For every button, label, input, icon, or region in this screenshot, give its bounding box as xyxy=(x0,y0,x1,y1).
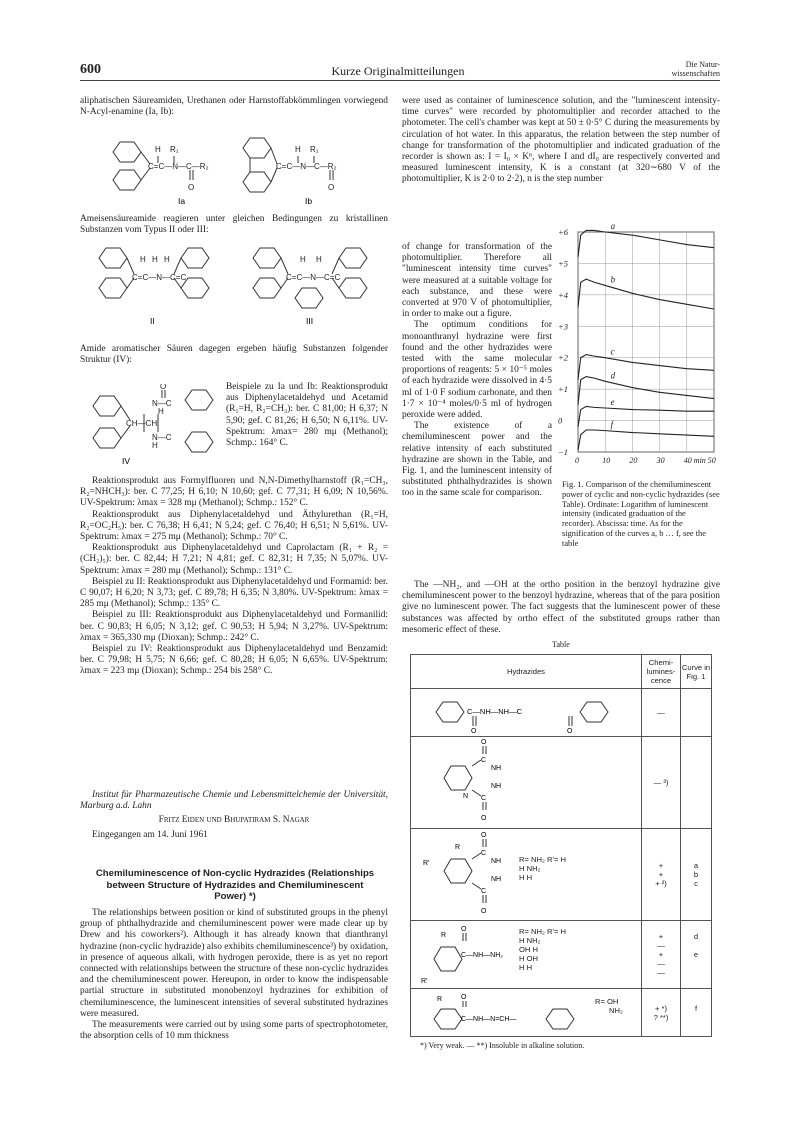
y-tick-label: +3 xyxy=(558,321,568,332)
figure-caption: Fig. 1. Comparison of the chemiluminescent power of cyclic and non-cyclic hydrazides (see Table). Ordinate: Logarithm of luminescent intensity (indicated graduation of the recorder). Abscissa: time. As for the signification of the curves a, b … f, see the table xyxy=(562,480,720,548)
right-top-text: were used as container of luminescence solution, and the "luminescent intensity-time curves" were recorded by photomultiplier and recorder attached to the photometer. The cell's chamber was kept at 50 ± 0·5° C during the measurements by circulation of hot water. In this apparatus, the relation between the step number of change for transformation of the photomultiplier and indicated graduation of the recorder is shown as: I = I₀ × Kⁿ, where I and dI₀ are respectively converted and measured luminescent intensity, K is a constant (at 320∼680 V of the photomultiplier, K is 2·0 to 2·2), n is the step number xyxy=(402,96,720,185)
svg-text:H: H xyxy=(316,255,322,264)
row3-curve-2: b xyxy=(693,870,699,879)
x-tick-label: 10 xyxy=(602,456,611,465)
row2-chemi: — ³) xyxy=(642,737,681,829)
series-label-c: c xyxy=(610,346,615,357)
row4-curve-spacer xyxy=(681,968,711,977)
svg-text:N—C: N—C xyxy=(152,433,172,442)
intro-paragraph xyxy=(80,96,388,118)
structure-cell xyxy=(411,689,642,737)
svg-text:O: O xyxy=(188,183,195,192)
row5-curve xyxy=(681,989,712,1037)
text-II-III: Ameisensäureamide reagieren unter gleichen Bedingungen zu kristallinen Substanzen vom Typus II oder III: xyxy=(80,214,388,236)
example-6: Beispiel zu III: Reaktionsprodukt aus Diphenylacetaldehyd und Formanilid: ber. C 90,83; H 6,05; N 3,12; gef. C 90,53; H 5,94; N 3,27%. UV-Spektrum: λmax = 365,330 mμ (Dioxan); Schmp.: 242° C. xyxy=(80,610,388,643)
row5-chemi-1: + *) xyxy=(655,1003,668,1013)
svg-text:O: O xyxy=(481,814,487,822)
label-II: II xyxy=(150,316,155,326)
row4-substituents xyxy=(519,927,566,972)
row3-chemi-3: + ²) xyxy=(655,879,667,888)
row4-chemi-5: — xyxy=(657,968,665,977)
examples-block xyxy=(80,476,388,678)
row4-chemi-1: + xyxy=(658,932,664,941)
svg-text:C—NH—N=CH—: C—NH—N=CH— xyxy=(461,1015,517,1023)
col-hydrazides: Hydrazides xyxy=(411,655,642,689)
svg-text:R′: R′ xyxy=(421,977,428,985)
phthalhydrazide-structure xyxy=(411,831,521,919)
svg-text:C—NH—NH—C: C—NH—NH—C xyxy=(467,706,522,716)
table-row xyxy=(411,829,712,921)
svg-text:C: C xyxy=(481,887,487,895)
series-line-f xyxy=(578,430,714,450)
row3-curve-1: a xyxy=(693,861,699,870)
example-Ia-Ib xyxy=(226,382,388,449)
row4-curve-1: d xyxy=(693,932,699,941)
svg-text:H: H xyxy=(158,407,164,416)
article-paragraph-2: The measurements were carried out by using some parts of spectrophotometer, the absorption cells of 10 mm thickness xyxy=(80,1020,388,1042)
svg-text:H: H xyxy=(152,255,158,264)
row5-chemi-2: ? **) xyxy=(653,1012,669,1022)
row5-sub-1: R= OH xyxy=(595,996,619,1006)
row4-sub-5: H H xyxy=(519,962,533,972)
row1-chemi: — xyxy=(642,689,681,737)
row3-sub-2: H NH₂ xyxy=(519,863,541,873)
svg-text:O: O xyxy=(328,183,335,192)
row4-curve-3: e xyxy=(693,950,699,959)
table-row xyxy=(411,989,712,1037)
structure-IV xyxy=(82,384,222,468)
svg-text:N: N xyxy=(463,792,469,800)
table-title: Table xyxy=(552,640,570,649)
authors: Fritz Eiden und Bhupatiram S. Nagar xyxy=(158,815,310,826)
hydrazide-table xyxy=(410,654,712,1050)
row3-curve xyxy=(681,829,712,921)
series-label-a: a xyxy=(610,224,616,231)
label-III: III xyxy=(306,316,314,326)
text-IV: Amide aromatischer Säuren dagegen ergeben häufig Substanzen folgender Struktur (IV): xyxy=(80,344,388,366)
structures-II-III xyxy=(88,240,378,326)
benzylidene-hydrazide-structure xyxy=(411,991,591,1035)
x-tick-label: 0 xyxy=(575,456,579,465)
example-3: Reaktionsprodukt aus Diphenylacetaldehyd und Äthylurethan (R₁=H, R₂=OC₂H₅): ber. C 76,38; H 6,41; N 5,24; gef. C 76,40; H 6,51; N 5,61%. UV-Spektrum: λmax = 275 mμ (Methanol); Schmp.: 70° C. xyxy=(80,509,388,543)
signature-block xyxy=(80,790,388,841)
plot-frame xyxy=(578,232,714,452)
row4-curve-spacer xyxy=(681,941,711,950)
series-label-e: e xyxy=(610,397,615,407)
svg-text:R₁: R₁ xyxy=(170,145,179,154)
row4-curve-spacer xyxy=(681,959,711,968)
intro-text: aliphatischen Säureamiden, Urethanen oder Harnstoffabkömmlingen vorwiegend N-Acyl-enamine (Ia, Ib): xyxy=(80,96,388,118)
right-top-paragraph xyxy=(402,96,720,186)
row4-chemi-4: — xyxy=(657,959,665,968)
svg-text:O: O xyxy=(567,727,573,734)
svg-text:R: R xyxy=(455,843,461,851)
svg-text:O: O xyxy=(471,727,477,734)
label-IV: IV xyxy=(122,456,131,466)
row1-curve xyxy=(681,689,712,737)
x-tick-label: 20 xyxy=(629,456,638,465)
table-row xyxy=(411,689,712,737)
series-label-f: f xyxy=(610,419,614,430)
example-1: Beispiele zu Ia und Ib: Reaktionsprodukt aus Diphenylacetaldehyd und Acetamid (R₁=H, R₂=CH₃): ber. C 81,00; H 6,37; N 5,90; gef. C 81,26; H 6,50; N 6,11%. UV-Spektrum: λmax= 280 mμ (Methanol); Schmp.: 164° C. xyxy=(226,382,388,449)
structure-cell xyxy=(411,921,642,989)
x-tick-label: 30 xyxy=(656,456,665,465)
example-5: Beispiel zu II: Reaktionsprodukt aus Diphenylacetaldehyd und Formamid: ber. C 90,07; H 6,20; N 3,73; gef. C 89,78; H 6,35; N 3,80%. UV-Spektrum: λmax = 285 mμ (Methanol); Schmp.: 135° C. xyxy=(80,576,388,610)
svg-text:C=C—N—C—R₂: C=C—N—C—R₂ xyxy=(148,162,209,171)
col-chemiluminescence: Chemi-lumines-cence xyxy=(642,655,681,689)
series-line-a xyxy=(578,230,714,257)
svg-text:C: C xyxy=(481,849,487,857)
running-title: Kurze Originalmitteilungen xyxy=(331,64,465,78)
row5-chemi xyxy=(642,989,681,1037)
series-line-b xyxy=(578,279,714,309)
paragraph-IV xyxy=(80,344,388,366)
row3-sub-3: H H xyxy=(519,872,533,882)
svg-text:H: H xyxy=(140,255,146,264)
svg-text:C: C xyxy=(481,756,487,764)
svg-text:C—NH—NH₂: C—NH—NH₂ xyxy=(461,951,503,959)
structure-cell xyxy=(411,737,642,829)
ortho-text: The —NH₂, and —OH at the ortho position in the benzoyl hydrazine give chemiluminescent power to the benzoyl hydrazine, whereas that of the para position give no luminescent power. The fact suggests that the luminescent power of these substances was affected by ortho effect of the substituted groups rather than mesomeric effect of these. xyxy=(402,580,720,635)
row3-chemi-1: + xyxy=(658,861,664,870)
example-2: Reaktionsprodukt aus Formylfluoren und N,N-Dimethylharnstoff (R₁=CH₃, R₂=NHCH₃): ber. C 77,25; H 6,10; N 10,60; gef. C 77,31; H 6,09; N 10,56%. UV-Spektrum: λmax = 328 mμ (Methanol); Schmp.: 152° C. xyxy=(80,476,388,509)
svg-text:O: O xyxy=(481,738,487,746)
institute: Institut für Pharmazeutische Chemie und Lebensmittelchemie der Universität, Marburg a.d. Lahn xyxy=(80,790,388,812)
svg-text:N—C: N—C xyxy=(152,399,172,408)
article-title: Chemiluminescence of Non-cyclic Hydrazides (Relationships between Structure of Hydrazides and Chemiluminescent Power) *) xyxy=(95,868,375,902)
series-line-c xyxy=(578,355,714,380)
row5-sub-2: NH₂ xyxy=(609,1005,623,1015)
wrap-text-1: of change for transformation of the photomultiplier. Therefore all "luminescent intensity time curves" were measured at a suitable voltage for each substance, and these were converted at 970 V of photomultiplier, in order to make out a figure. xyxy=(402,242,552,320)
y-tick-label: +5 xyxy=(558,258,568,269)
svg-text:O: O xyxy=(160,384,167,391)
series-line-d xyxy=(578,377,714,405)
page-number: 600 xyxy=(80,62,101,77)
svg-text:CH—CH: CH—CH xyxy=(126,419,158,428)
structure-cell xyxy=(411,989,642,1037)
y-tick-label: +1 xyxy=(558,384,568,395)
journal-line1: Die Natur- xyxy=(685,60,720,69)
row4-curve xyxy=(681,921,712,989)
svg-text:C=C—N—C—R₂: C=C—N—C—R₂ xyxy=(276,162,337,171)
svg-text:NH: NH xyxy=(491,764,502,772)
wrap-text-2: The optimum conditions for monoanthranyl hydrazine were first found and the other hydrazides were tested with the same molecular proportions of reagents: 5 × 10⁻⁵ moles of each hydrazide were dissolved in 4·5 ml of 1·0 F sodium carbonate, and then 1·7 × 10⁻⁴ moles/0·5 ml of hydrogen peroxide were added. xyxy=(402,320,552,421)
example-7: Beispiel zu IV: Reaktionsprodukt aus Diphenylacetaldehyd und Benzamid: ber. C 79,98; H 5,75; N 6,66; gef. C 80,28; H 6,05; N 6,65%. UV-Spektrum: λmax = 223 mμ (Dioxan); Schmp.: 254 bis 258° C. xyxy=(80,644,388,677)
y-tick-label: +4 xyxy=(558,289,568,300)
benzoyl-hydrazine-structure xyxy=(411,923,531,987)
svg-text:NH: NH xyxy=(491,782,502,790)
row4-chemi xyxy=(642,921,681,989)
series-label-d: d xyxy=(610,370,616,381)
figure-1-chart xyxy=(556,224,720,480)
svg-text:R₁: R₁ xyxy=(310,145,319,154)
table-footnote: *) Very weak. — **) Insoluble in alkaline solution. xyxy=(420,1041,585,1050)
example-4: Reaktionsprodukt aus Diphenylacetaldehyd und Caprolactam (R₁ + R₂ = (CH₂)₅): ber. C 82,44; H 7,21; N 4,81; gef. C 82,31; H 7,35; N 5,07%. UV-Spektrum: λmax = 280 mμ (Methanol); Schmp.: 131° C. xyxy=(80,543,388,576)
x-tick-label: 40 min 50 xyxy=(683,456,716,465)
svg-text:R: R xyxy=(437,995,443,1003)
svg-text:H: H xyxy=(295,145,301,154)
svg-text:H: H xyxy=(300,255,306,264)
table-row xyxy=(411,921,712,989)
row4-sub-1: R= NH₂ R′= H xyxy=(519,926,566,936)
svg-text:H: H xyxy=(152,441,158,450)
svg-text:O: O xyxy=(481,907,487,915)
svg-text:C=C—N—C=C: C=C—N—C=C xyxy=(286,273,341,282)
journal-line2: wissenschaften xyxy=(671,69,720,78)
svg-text:R: R xyxy=(441,931,447,939)
ortho-paragraph xyxy=(402,580,720,636)
svg-text:R′: R′ xyxy=(423,859,430,867)
svg-text:NH: NH xyxy=(491,875,502,883)
col-curve: Curve in Fig. 1 xyxy=(681,655,712,689)
svg-text:NH: NH xyxy=(491,857,502,865)
label-Ia: Ia xyxy=(178,196,186,206)
svg-text:H: H xyxy=(164,255,170,264)
series-label-b: b xyxy=(610,274,616,285)
received-date: Eingegangen am 14. Juni 1961 xyxy=(92,829,208,840)
journal-name xyxy=(640,60,720,78)
structure-cell xyxy=(411,829,642,921)
svg-text:O: O xyxy=(481,831,487,839)
row5-substituents xyxy=(595,997,623,1015)
row4-sub-4: H OH xyxy=(519,953,538,963)
row4-sub-3: OH H xyxy=(519,944,538,954)
row3-chemi-2: + xyxy=(658,870,664,879)
row2-curve xyxy=(681,737,712,829)
wrap-text-3: The existence of a chemiluminescent power and the relative intensity of each substituted hydrazine are shown in the Table, and Fig. 1, and the luminescent intensity of substituted phthalhydrazides is shown too in the same scale for comparison. xyxy=(402,421,552,499)
row5-curve-spacer xyxy=(681,1013,711,1022)
row3-chemi xyxy=(642,829,681,921)
svg-text:C: C xyxy=(481,794,487,802)
row4-chemi-3: + xyxy=(658,950,664,959)
article-paragraph-1: The relationships between position or kind of substituted groups in the phenyl group of phthalhydrazide and chemiluminescent power were made clear up by Drew and his coworkers²). Although it has already known that dianthranyl hydrazine (non-cyclic hydrazide) also exhibits chemiluminescence³) by oxidation, in presence of aqueous alkali, with hydrogen peroxide, there is as yet no report connected with relationships between the structure of these non-cyclic hydrazides and the chemiluminescent power. Hereupon, in order to know the indispensable partial structure in substituted monobenzoyl hydrazines for exhibition of chemiluminescence, the luminescent intensities of several substituted hydrazines were measured. xyxy=(80,908,388,1019)
svg-text:O: O xyxy=(461,925,467,933)
y-tick-label: +2 xyxy=(558,352,568,363)
y-tick-label: −1 xyxy=(558,447,568,457)
table-row xyxy=(411,737,712,829)
header-rule xyxy=(80,80,720,81)
row4-sub-2: H NH₂ xyxy=(519,935,541,945)
row5-curve-1: f xyxy=(694,1003,698,1013)
pyridazine-structure xyxy=(411,738,641,826)
svg-text:H: H xyxy=(155,145,161,154)
right-wrapped-text xyxy=(402,242,552,500)
dibenzoyl-hydrazine-structure xyxy=(411,690,641,734)
paragraph-II-III xyxy=(80,214,388,236)
row3-curve-3: c xyxy=(694,879,698,888)
row3-sub-1: R= NH₂ R′= H xyxy=(519,854,566,864)
y-tick-label: 0 xyxy=(558,415,563,426)
structures-Ia-Ib xyxy=(100,134,370,206)
svg-text:C=C—N—C=C: C=C—N—C=C xyxy=(132,273,187,282)
series-line-e xyxy=(578,406,714,426)
label-Ib: Ib xyxy=(305,196,313,206)
row4-chemi-2: — xyxy=(657,941,665,950)
y-tick-label: +6 xyxy=(558,227,568,237)
row3-substituents xyxy=(519,855,566,882)
article-body-left xyxy=(80,908,388,1042)
svg-text:O: O xyxy=(461,993,467,1001)
